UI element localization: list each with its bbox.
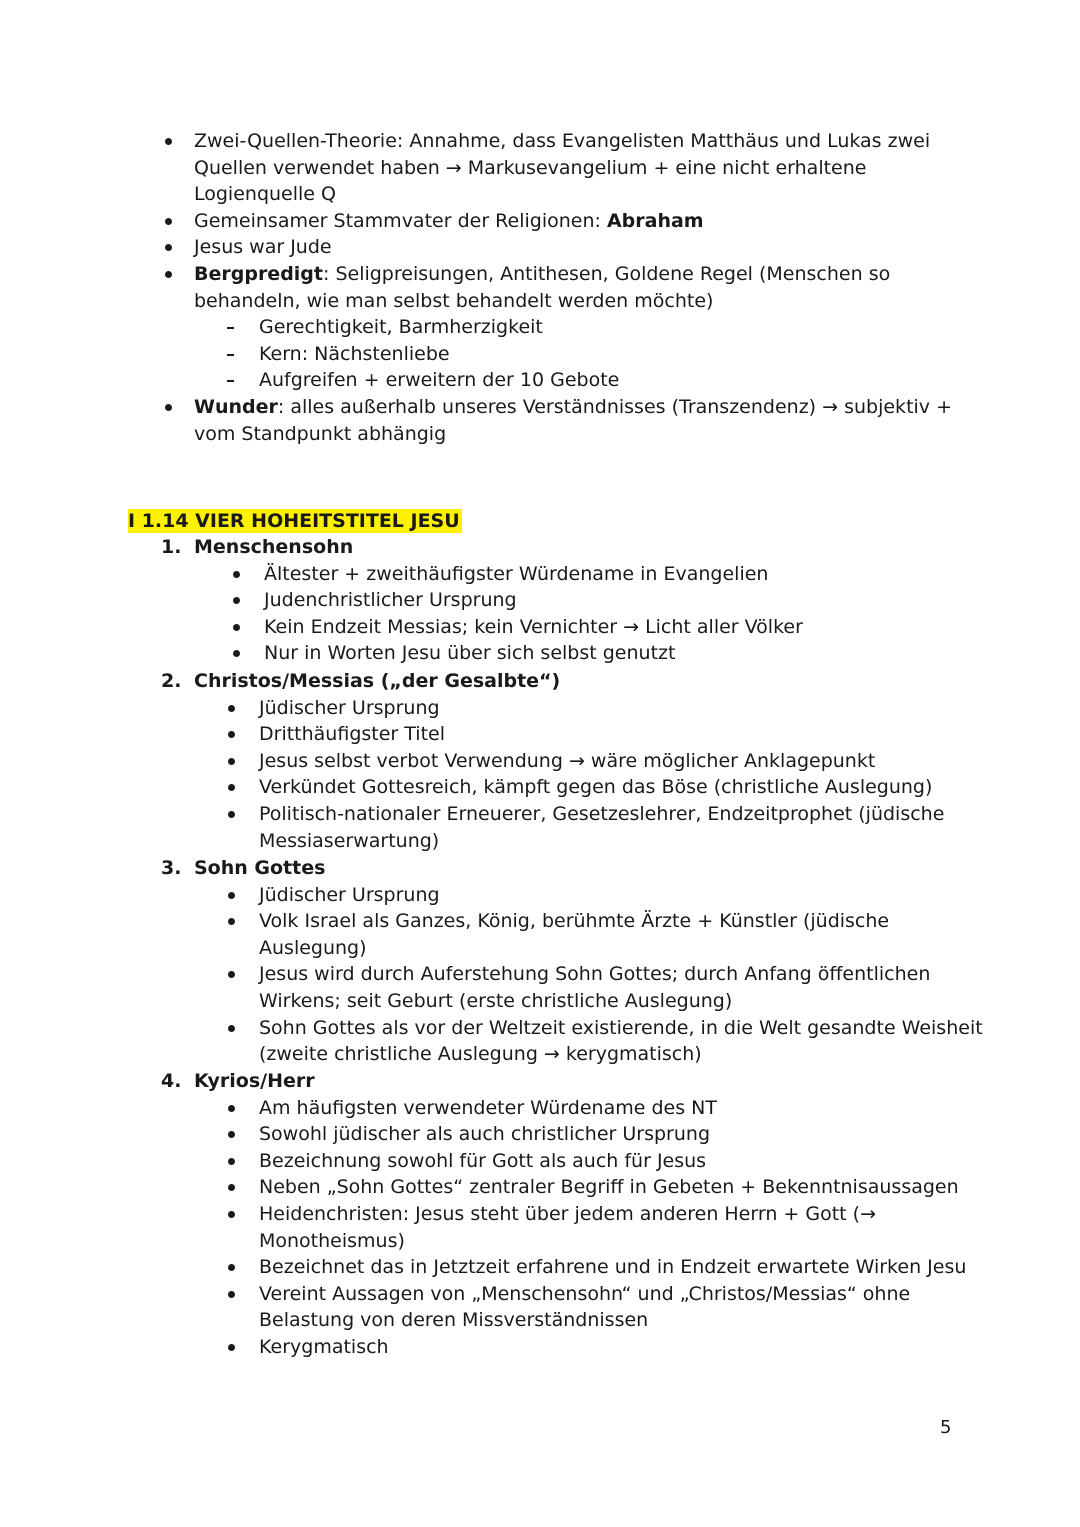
list-item: Jüdischer Ursprung (259, 882, 994, 909)
list-item: Verkündet Gottesreich, kämpft gegen das Böse (christliche Auslegung) (259, 774, 994, 801)
sub-list-item: Kern: Nächstenliebe (259, 341, 994, 368)
list-item-text: Zwei-Quellen-Theorie: Annahme, dass Evangelisten Matthäus und Lukas zwei (194, 130, 931, 152)
bullet-icon (228, 1211, 235, 1218)
list-item-bergpredigt (194, 261, 994, 394)
dash-icon (227, 354, 234, 356)
bullet-icon (228, 811, 235, 818)
list-item (194, 208, 994, 235)
sub-list-item: Gerechtigkeit, Barmherzigkeit (259, 314, 994, 341)
list-item-text: Logienquelle Q (194, 183, 336, 206)
list-item: Nur in Worten Jesu über sich selbst genutzt (264, 640, 994, 667)
list-item-text: Jesus war Jude (194, 236, 332, 259)
list-item-text: : alles außerhalb unseres Verständnisses (Transzendenz) → subjektiv + (277, 395, 952, 418)
bullet-icon (228, 1158, 235, 1165)
bullet-icon (233, 597, 240, 604)
bullet-icon (165, 218, 172, 225)
points-list (194, 1095, 994, 1361)
list-item (194, 128, 994, 208)
dash-icon (227, 380, 234, 382)
list-item: Ältester + zweithäufigster Würdename in Evangelien (264, 561, 994, 588)
points-list (194, 561, 994, 667)
list-item: Bezeichnet das in Jetztzeit erfahrene und in Endzeit erwartete Wirken Jesu (259, 1254, 994, 1281)
list-item: Dritthäufigster Titel (259, 721, 994, 748)
bullet-icon (228, 1131, 235, 1138)
title-name: Sohn Gottes (194, 857, 326, 879)
page-number: 5 (940, 1417, 952, 1438)
title-number: 4. (161, 1070, 182, 1092)
list-item: Vereint Aussagen von „Menschensohn“ und „Christos/Messias“ ohne Belastung von deren Missverständnissen (259, 1281, 994, 1334)
bullet-icon (165, 244, 172, 251)
list-item: Am häufigsten verwendeter Würdename des NT (259, 1095, 994, 1122)
list-item: Jüdischer Ursprung (259, 695, 994, 722)
bullet-icon (165, 138, 172, 145)
list-item: Kein Endzeit Messias; kein Vernichter → Licht aller Völker (264, 614, 994, 641)
bullet-icon (165, 404, 172, 411)
bullet-icon (228, 1291, 235, 1298)
list-item: Politisch-nationaler Erneuerer, Gesetzeslehrer, Endzeitprophet (jüdische Messiaserwartung) (259, 801, 994, 854)
bullet-icon (228, 1105, 235, 1112)
list-item: Jesus selbst verbot Verwendung → wäre möglicher Anklagepunkt (259, 748, 994, 775)
bullet-icon (228, 731, 235, 738)
bullet-icon (165, 271, 172, 278)
bullet-icon (228, 892, 235, 899)
bullet-icon (233, 650, 240, 657)
list-item-text: Quellen verwendet haben → Markusevangelium + eine nicht erhaltene (194, 156, 867, 179)
section-heading: I 1.14 VIER HOHEITSTITEL JESU (128, 510, 460, 532)
bullet-icon (228, 1264, 235, 1271)
term-wunder: Wunder (194, 395, 278, 418)
list-item: Bezeichnung sowohl für Gott als auch für Jesus (259, 1148, 994, 1175)
bullet-icon (228, 1025, 235, 1032)
bullet-icon (228, 758, 235, 765)
title-kyrios (161, 1068, 994, 1361)
list-item: Kerygmatisch (259, 1334, 994, 1361)
title-number: 2. (161, 670, 182, 692)
title-sohn-gottes (161, 855, 994, 1068)
bullet-icon (228, 705, 235, 712)
list-item: Heidenchristen: Jesus steht über jedem anderen Herrn + Gott (→ Monotheismus) (259, 1201, 994, 1254)
bullet-icon (228, 784, 235, 791)
bullet-icon (228, 1344, 235, 1351)
list-item-text: : Seligpreisungen, Antithesen, Goldene Regel (Menschen so (323, 262, 891, 285)
bullet-icon (233, 571, 240, 578)
title-number: 3. (161, 857, 182, 879)
list-item-bold: Abraham (606, 209, 704, 232)
list-item: Sowohl jüdischer als auch christlicher Ursprung (259, 1121, 994, 1148)
sub-list (194, 314, 994, 394)
sub-list-item: Aufgreifen + erweitern der 10 Gebote (259, 367, 994, 394)
title-christos (161, 668, 994, 854)
term-bergpredigt: Bergpredigt (194, 262, 323, 285)
dash-icon (227, 327, 234, 329)
list-item: Jesus wird durch Auferstehung Sohn Gottes; durch Anfang öffentlichen Wirkens; seit Geburt (erste christliche Auslegung) (259, 961, 994, 1014)
list-item: Sohn Gottes als vor der Weltzeit existierende, in die Welt gesandte Weisheit (zweite christliche Auslegung → kerygmatisch) (259, 1015, 994, 1068)
list-item: Volk Israel als Ganzes, König, berühmte Ärzte + Künstler (jüdische Auslegung) (259, 908, 994, 961)
bullet-icon (228, 1184, 235, 1191)
title-menschensohn (161, 534, 994, 667)
list-item: Neben „Sohn Gottes“ zentraler Begriff in Gebeten + Bekenntnisaussagen (259, 1174, 994, 1201)
list-item (194, 234, 994, 261)
intro-bullet-list (194, 128, 994, 447)
list-item-text: behandeln, wie man selbst behandelt werden möchte) (194, 289, 714, 312)
points-list (194, 695, 994, 855)
points-list (194, 882, 994, 1068)
title-name: Menschensohn (194, 536, 354, 558)
list-item-text: Gemeinsamer Stammvater der Religionen: (194, 209, 607, 232)
bullet-icon (233, 624, 240, 631)
bullet-icon (228, 918, 235, 925)
list-item-wunder (194, 394, 994, 447)
title-name: Kyrios/Herr (194, 1070, 315, 1092)
title-name: Christos/Messias („der Gesalbte“) (194, 670, 561, 692)
list-item: Judenchristlicher Ursprung (264, 587, 994, 614)
title-number: 1. (161, 536, 182, 558)
bullet-icon (228, 971, 235, 978)
list-item-text: vom Standpunkt abhängig (194, 422, 447, 445)
